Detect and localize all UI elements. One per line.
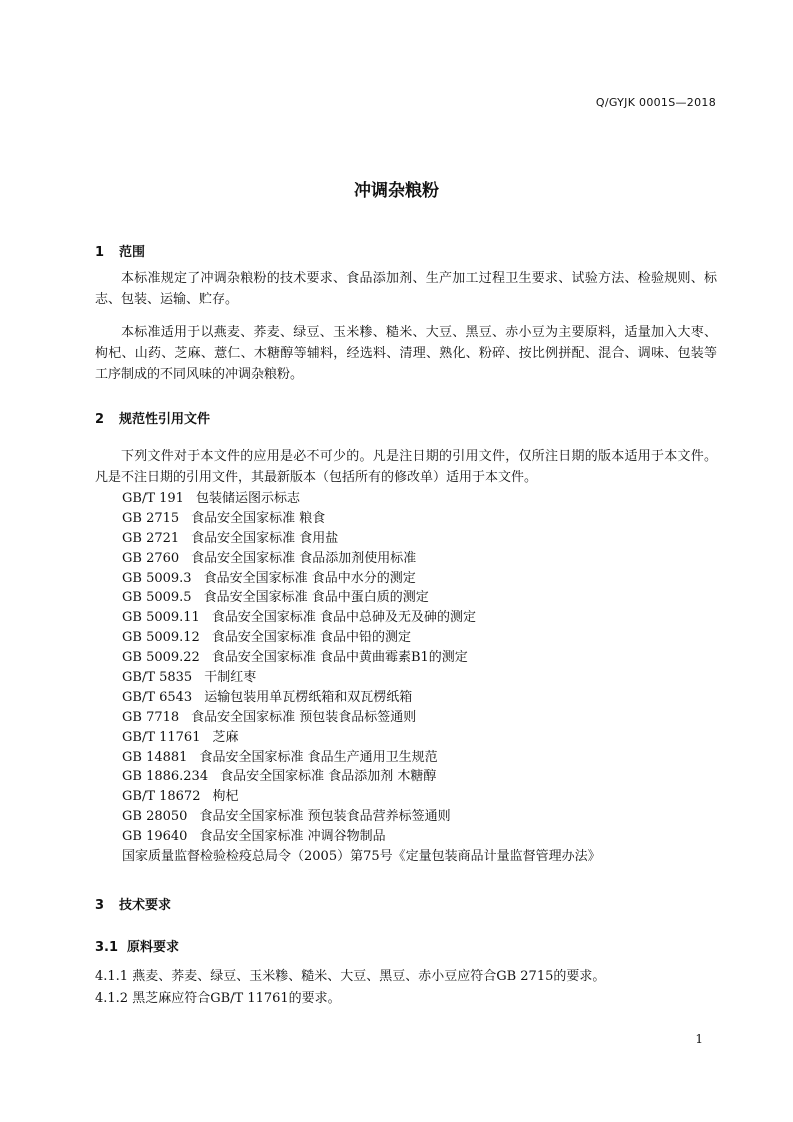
reference-title: 食品安全国家标准 食品中水分的测定	[203, 570, 416, 586]
section-title: 技术要求	[119, 898, 172, 913]
scope-paragraph-2: 本标准适用于以燕麦、荞麦、绿豆、玉米糁、糙米、大豆、黑豆、赤小豆为主要原料，适量加入大枣、枸杞、山药、芝麻、薏仁、木糖醇等辅料，经选料、清理、熟化、粉碎、按比例拼配、混合、调味、包装等工序制成的不同风味的冲调杂粮粉。	[95, 325, 717, 382]
requirement-item-4-1-1: 4.1.1 燕麦、荞麦、绿豆、玉米糁、糙米、大豆、黑豆、赤小豆应符合GB 2715的要求。	[95, 969, 606, 984]
reference-title: 枸杞	[212, 789, 239, 805]
list-item	[122, 767, 601, 787]
reference-title: 芝麻	[212, 729, 239, 745]
list-item	[122, 648, 601, 668]
requirement-item-4-1-2: 4.1.2 黑芝麻应符合GB/T 11761的要求。	[95, 991, 341, 1006]
reference-code: GB/T 5835	[122, 670, 193, 686]
reference-title: 运输包装用单瓦楞纸箱和双瓦楞纸箱	[204, 689, 413, 705]
reference-title: 食品安全国家标准 食品添加剂 木糖醇	[220, 769, 437, 785]
document-code: Q/GYJK 0001S—2018	[595, 96, 716, 109]
reference-code: GB 5009.5	[122, 590, 192, 606]
reference-title: 食品安全国家标准 冲调谷物制品	[199, 829, 386, 845]
reference-title: 食品安全国家标准 预包装食品标签通则	[191, 709, 417, 725]
reference-code: GB 14881	[122, 749, 188, 765]
reference-list	[122, 489, 601, 867]
reference-title: 食品安全国家标准 食品中铅的测定	[211, 630, 411, 646]
reference-code: GB/T 6543	[122, 689, 193, 705]
list-item	[122, 827, 601, 847]
reference-code: GB/T 11761	[122, 729, 201, 745]
section-number: 3.1	[95, 940, 119, 955]
reference-code: GB 7718	[122, 709, 180, 725]
reference-title: 食品安全国家标准 食品生产通用卫生规范	[199, 749, 438, 765]
reference-code: GB 5009.12	[122, 630, 200, 646]
reference-code: GB 1886.234	[122, 769, 209, 785]
list-item	[122, 708, 601, 728]
subsection-3-1-heading	[95, 936, 179, 955]
reference-title: 食品安全国家标准 预包装食品营养标签通则	[199, 809, 451, 825]
reference-code: GB 2760	[122, 550, 180, 566]
section-title: 规范性引用文件	[119, 412, 211, 427]
reference-title: 食品安全国家标准 食品中总砷及无及砷的测定	[211, 610, 476, 626]
reference-title: 食品安全国家标准 食品添加剂使用标准	[191, 550, 417, 566]
section-number: 1	[95, 245, 105, 260]
list-item	[122, 748, 601, 768]
section-2-heading	[95, 408, 210, 427]
reference-title: 食品安全国家标准 食品中蛋白质的测定	[203, 590, 429, 606]
reference-code: GB 5009.22	[122, 650, 200, 666]
reference-code: GB 19640	[122, 829, 188, 845]
reference-title: 包装储运图示标志	[195, 491, 300, 506]
list-item	[122, 489, 601, 509]
list-item	[122, 569, 601, 589]
list-item	[122, 549, 601, 569]
list-item	[122, 529, 601, 549]
reference-title: 食品安全国家标准 粮食	[191, 510, 326, 526]
list-item	[122, 588, 601, 608]
list-item	[122, 787, 601, 807]
list-item	[122, 509, 601, 529]
reference-code: GB 5009.3	[122, 570, 192, 586]
reference-title: 国家质量监督检验检疫总局令（2005）第75号《定量包装商品计量监督管理办法》	[122, 849, 601, 865]
page-number: 1	[695, 1032, 703, 1046]
list-item	[122, 628, 601, 648]
reference-title: 食品安全国家标准 食用盐	[191, 530, 339, 546]
section-number: 2	[95, 412, 105, 427]
reference-code: GB 2721	[122, 530, 180, 546]
reference-code: GB/T 191	[122, 491, 184, 506]
section-3-heading	[95, 894, 171, 913]
normative-refs-intro: 下列文件对于本文件的应用是必不可少的。凡是注日期的引用文件，仅所注日期的版本适用于本文件。凡是不注日期的引用文件，其最新版本（包括所有的修改单）适用于本文件。	[95, 449, 717, 485]
section-title: 范围	[119, 245, 146, 260]
list-item	[122, 688, 601, 708]
list-item	[122, 668, 601, 688]
reference-code: GB 2715	[122, 510, 180, 526]
document-title: 冲调杂粮粉	[354, 181, 439, 201]
reference-code: GB 5009.11	[122, 610, 200, 626]
reference-code: GB/T 18672	[122, 789, 201, 805]
list-item	[122, 847, 601, 867]
section-title: 原料要求	[127, 940, 180, 955]
section-1-heading	[95, 241, 145, 260]
reference-title: 干制红枣	[204, 670, 257, 686]
list-item	[122, 728, 601, 748]
reference-title: 食品安全国家标准 食品中黄曲霉素B1的测定	[211, 650, 468, 666]
section-number: 3	[95, 898, 105, 913]
list-item	[122, 608, 601, 628]
reference-code: GB 28050	[122, 809, 188, 825]
list-item	[122, 807, 601, 827]
scope-paragraph-1: 本标准规定了冲调杂粮粉的技术要求、食品添加剂、生产加工过程卫生要求、试验方法、检验规则、标志、包装、运输、贮存。	[95, 271, 717, 307]
